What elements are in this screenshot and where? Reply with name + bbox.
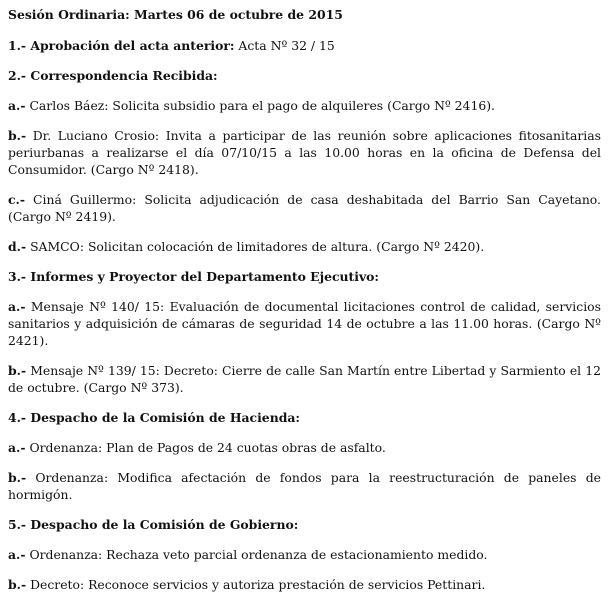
section-number: 3.- [8, 269, 27, 284]
item-text: Dr. Luciano Crosio: Invita a participar de las reunión sobre aplicaciones fitosanitarias periurbanas a realizarse el día 07/10/15 a las 10.00 horas en la oficina de Defensa del Consumidor. (Cargo Nº 2418). [8, 128, 601, 177]
item-text: Mensaje Nº 140/ 15: Evaluación de documental licitaciones control de calidad, servicios sanitarios y adquisición de cámaras de seguridad 14 de octubre a las 11.00 horas. (Cargo Nº 2421). [8, 299, 601, 348]
item-letter: a.- [8, 299, 26, 314]
item-letter: a.- [8, 440, 26, 455]
item-letter: a.- [8, 98, 26, 113]
section-heading-text: Aprobación del acta anterior: [30, 38, 235, 53]
item-text: Ordenanza: Plan de Pagos de 24 cuotas obras de asfalto. [25, 440, 386, 455]
section-heading [8, 37, 601, 54]
item-text: Decreto: Reconoce servicios y autoriza prestación de servicios Pettinari. [26, 577, 486, 592]
item-text: Ordenanza: Rechaza veto parcial ordenanza de estacionamiento medido. [25, 547, 488, 562]
session-title: Sesión Ordinaria: Martes 06 de octubre de 2015 [8, 7, 343, 22]
item-letter: b.- [8, 128, 27, 143]
section-number: 4.- [8, 410, 27, 425]
section-heading-text: Despacho de la Comisión de Gobierno: [30, 517, 299, 532]
item-text: Mensaje Nº 139/ 15: Decreto: Cierre de calle San Martín entre Libertad y Sarmiento el 12 de octubre. (Cargo Nº 373). [8, 363, 601, 395]
agenda-item [8, 97, 601, 114]
item-text: Ciná Guillermo: Solicita adjudicación de casa deshabitada del Barrio San Cayetano. (Cargo Nº 2419). [8, 192, 601, 224]
agenda-item [8, 298, 601, 349]
section-heading [8, 516, 601, 533]
section-number: 5.- [8, 517, 27, 532]
section-heading-text: Despacho de la Comisión de Hacienda: [30, 410, 300, 425]
agenda-item [8, 127, 601, 178]
agenda-item [8, 469, 601, 503]
agenda-item [8, 439, 601, 456]
section-heading-text: Correspondencia Recibida: [30, 68, 218, 83]
item-letter: b.- [8, 577, 27, 592]
item-letter: a.- [8, 547, 26, 562]
item-letter: b.- [8, 363, 27, 378]
item-letter: c.- [8, 192, 26, 207]
agenda-item [8, 362, 601, 396]
section-heading-value: Acta Nº 32 / 15 [234, 38, 335, 53]
item-text: Ordenanza: Modifica afectación de fondos para la reestructuración de paneles de hormigón. [8, 470, 601, 502]
agenda-item [8, 238, 601, 255]
section-number: 2.- [8, 68, 27, 83]
section-heading-text: Informes y Proyector del Departamento Ejecutivo: [30, 269, 380, 284]
agenda-sections [8, 37, 601, 593]
section-heading [8, 67, 601, 84]
item-text: SAMCO: Solicitan colocación de limitadores de altura. (Cargo Nº 2420). [26, 239, 485, 254]
section-heading [8, 409, 601, 426]
section-number: 1.- [8, 38, 27, 53]
item-letter: b.- [8, 470, 27, 485]
item-text: Carlos Báez: Solicita subsidio para el pago de alquileres (Cargo Nº 2416). [25, 98, 495, 113]
agenda-item [8, 191, 601, 225]
agenda-item [8, 546, 601, 563]
section-heading [8, 268, 601, 285]
item-letter: d.- [8, 239, 27, 254]
